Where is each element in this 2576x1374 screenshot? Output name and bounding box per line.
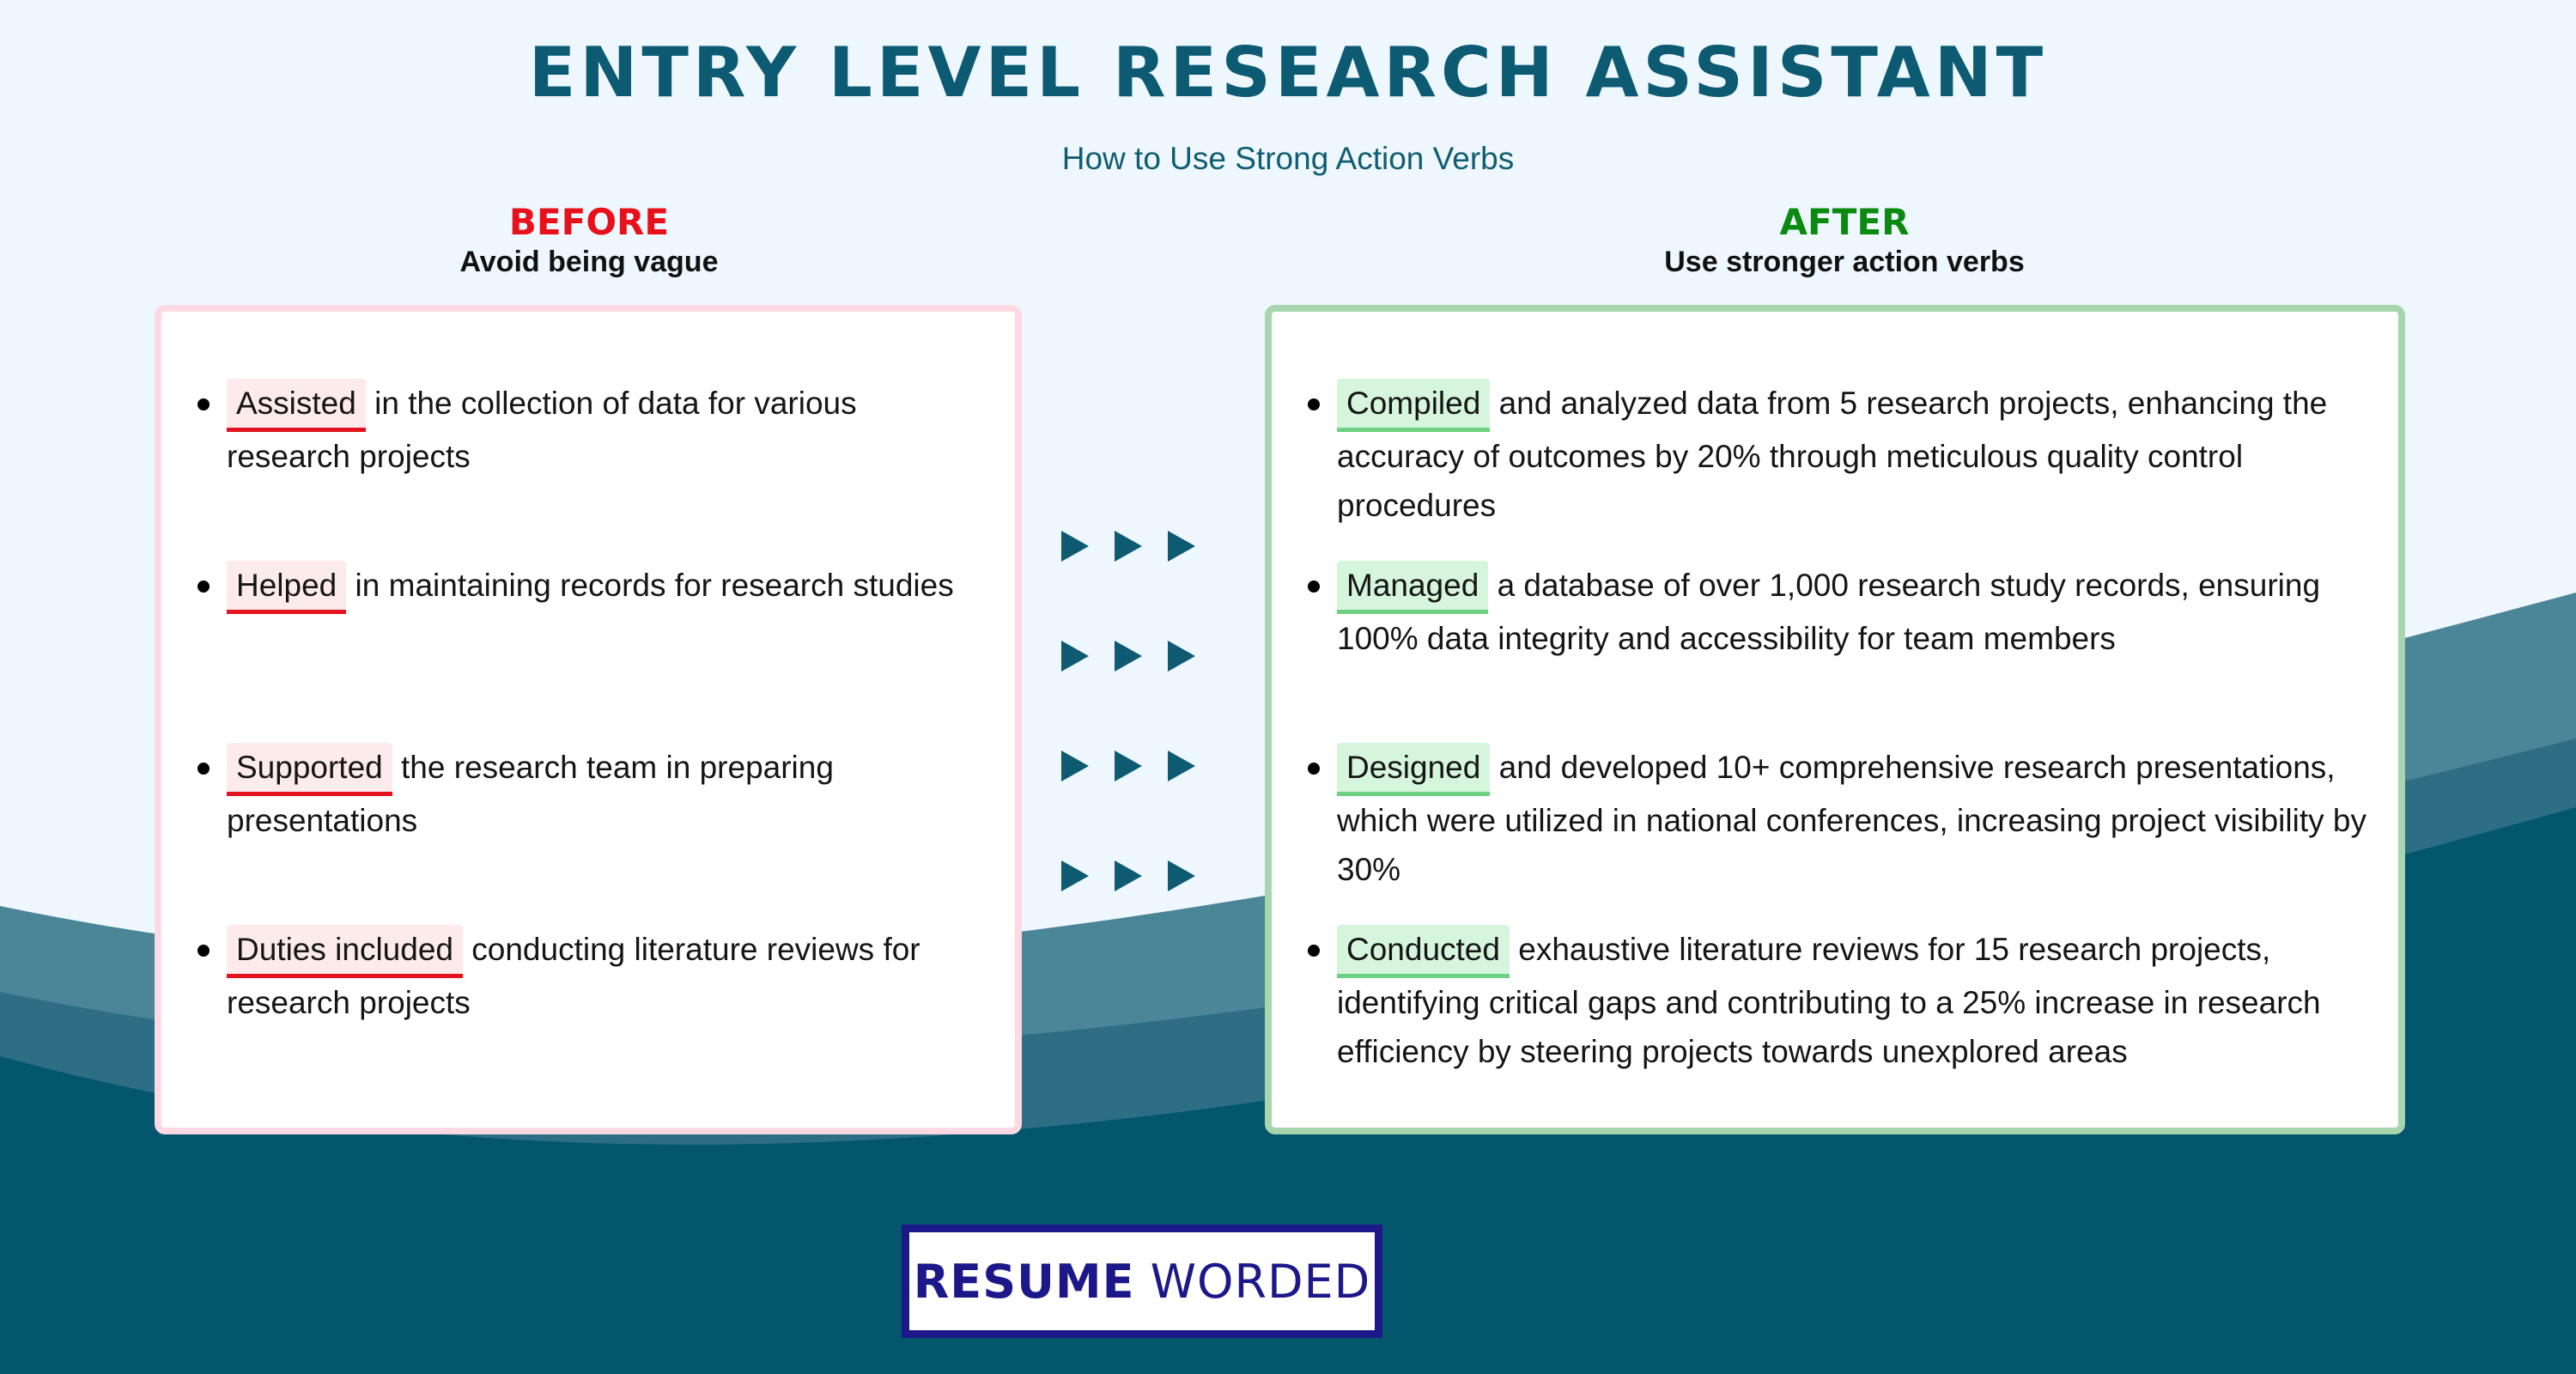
after-heading: AFTER (1779, 201, 1910, 243)
after-item (1272, 743, 2393, 894)
before-panel (155, 305, 1022, 1134)
weak-verb: Duties included (227, 925, 463, 978)
resume-worded-logo (902, 1225, 1382, 1338)
before-item (161, 925, 1008, 1027)
before-item (161, 561, 1008, 614)
item-text: the research team in preparing presentations (227, 750, 834, 838)
play-triangle-icon (1061, 641, 1089, 672)
strong-verb: Compiled (1337, 379, 1490, 432)
weak-verb: Supported (227, 743, 392, 796)
before-item (161, 379, 1008, 481)
item-text: in the collection of data for various research projects (227, 386, 857, 474)
before-item (161, 743, 1008, 845)
arrow-group (1061, 641, 1216, 675)
page-title: ENTRY LEVEL RESEARCH ASSISTANT (528, 33, 2048, 112)
before-subheading: Avoid being vague (459, 246, 719, 278)
weak-verb: Assisted (227, 379, 366, 432)
after-item (1272, 379, 2393, 530)
play-triangle-icon (1115, 860, 1142, 891)
before-heading: BEFORE (508, 201, 670, 243)
play-triangle-icon (1168, 751, 1195, 781)
play-triangle-icon (1061, 531, 1089, 562)
after-subheading: Use stronger action verbs (1664, 246, 2025, 278)
item-text: a database of over 1,000 research study records, ensuring 100% data integrity and accessibility for team members (1337, 568, 2321, 656)
logo-light-text: WORDED (1150, 1254, 1371, 1309)
play-triangle-icon (1061, 751, 1089, 781)
item-text: in maintaining records for research studies (346, 568, 954, 603)
after-header (1415, 200, 2274, 279)
play-triangle-icon (1115, 531, 1142, 562)
item-text: and analyzed data from 5 research projects, enhancing the accuracy of outcomes by 20% through meticulous quality control procedures (1337, 386, 2328, 523)
strong-verb: Managed (1337, 561, 1488, 614)
play-triangle-icon (1115, 641, 1142, 672)
play-triangle-icon (1061, 860, 1089, 891)
strong-verb: Conducted (1337, 925, 1510, 978)
after-item (1272, 925, 2393, 1076)
arrow-group (1061, 531, 1216, 565)
strong-verb: Designed (1337, 743, 1490, 796)
logo-bold-text: RESUME (913, 1254, 1135, 1309)
after-panel (1265, 305, 2405, 1134)
page-subtitle: How to Use Strong Action Verbs (1061, 141, 1515, 176)
play-triangle-icon (1168, 860, 1195, 891)
play-triangle-icon (1168, 641, 1195, 672)
before-header (160, 200, 1018, 279)
weak-verb: Helped (227, 561, 346, 614)
arrow-group (1061, 860, 1216, 895)
item-text: conducting literature reviews for research projects (227, 932, 920, 1020)
item-text: exhaustive literature reviews for 15 research projects, identifying critical gaps and contributing to a 25% increase in research efficiency by steering projects towards unexplored areas (1337, 932, 2321, 1069)
arrow-group (1061, 751, 1216, 785)
after-item (1272, 561, 2393, 663)
item-text: and developed 10+ comprehensive research presentations, which were utilized in national conferences, increasing project visibility by 30% (1337, 750, 2366, 887)
play-triangle-icon (1168, 531, 1195, 562)
play-triangle-icon (1115, 751, 1142, 781)
